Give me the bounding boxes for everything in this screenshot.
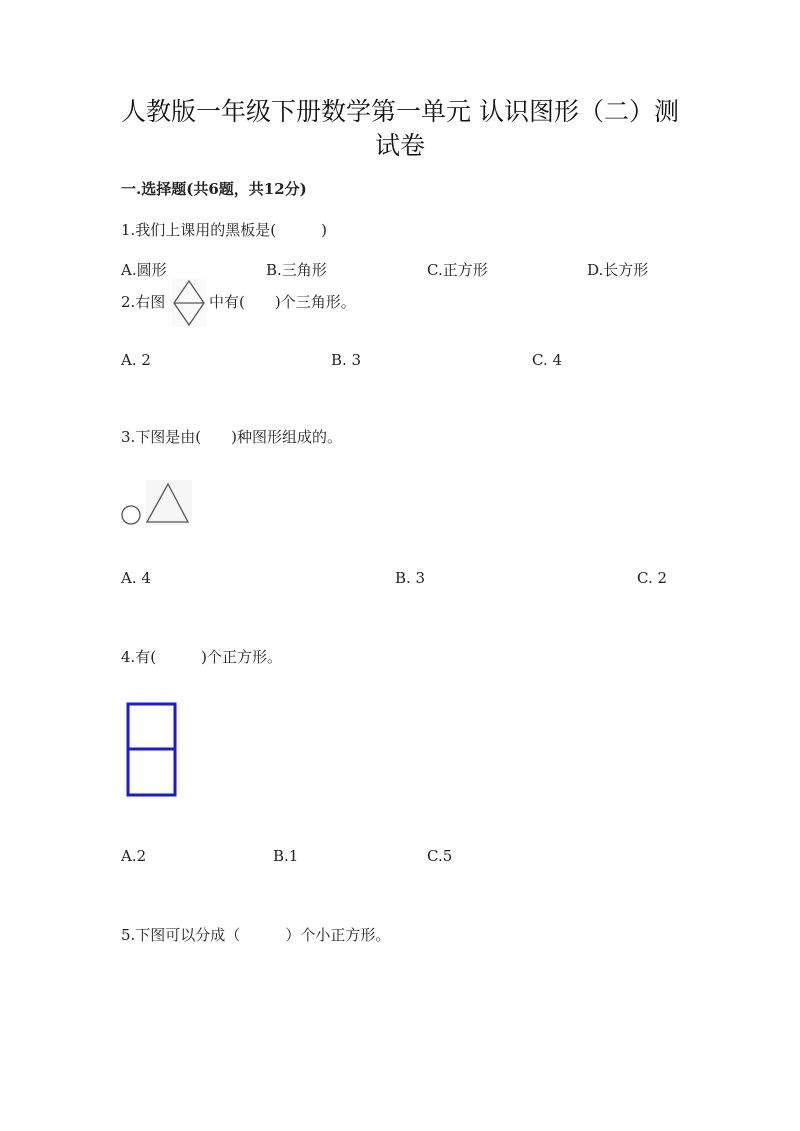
question-4-option-b[interactable]: B.1 <box>273 847 299 865</box>
question-1-option-a[interactable]: A.圆形 <box>121 261 167 279</box>
question-4-text: 4.有( )个正方形。 <box>121 648 283 666</box>
section-heading: 一.选择题(共6题，共12分) <box>121 180 307 198</box>
question-4-option-c[interactable]: C.5 <box>427 847 453 865</box>
question-4-option-a[interactable]: A.2 <box>121 847 147 865</box>
question-1-option-c[interactable]: C.正方形 <box>427 261 488 279</box>
question-3-shapes-figure <box>120 480 192 526</box>
question-2-option-a[interactable]: A. 2 <box>121 351 151 369</box>
question-4-squares-figure <box>126 702 178 798</box>
question-3-option-c[interactable]: C. 2 <box>637 569 668 587</box>
question-3-option-a[interactable]: A. 4 <box>121 569 151 587</box>
question-2-text-after: 中有( )个三角形。 <box>209 293 356 311</box>
question-1-option-b[interactable]: B.三角形 <box>266 261 327 279</box>
question-2-text-before: 2.右图 <box>121 293 166 311</box>
question-1-text: 1.我们上课用的黑板是( ) <box>121 221 328 239</box>
page-title-line-2: 试卷 <box>374 131 425 160</box>
question-1-option-d[interactable]: D.长方形 <box>587 261 649 279</box>
page-title-line-1: 人教版一年级下册数学第一单元 认识图形（二）测 <box>121 97 679 126</box>
question-2-option-c[interactable]: C. 4 <box>532 351 563 369</box>
question-3-text: 3.下图是由( )种图形组成的。 <box>121 428 343 446</box>
question-2-rhombus-figure <box>172 279 206 327</box>
question-3-option-b[interactable]: B. 3 <box>395 569 426 587</box>
question-5-text: 5.下图可以分成（ ）个小正方形。 <box>121 926 391 944</box>
question-2-option-b[interactable]: B. 3 <box>331 351 362 369</box>
